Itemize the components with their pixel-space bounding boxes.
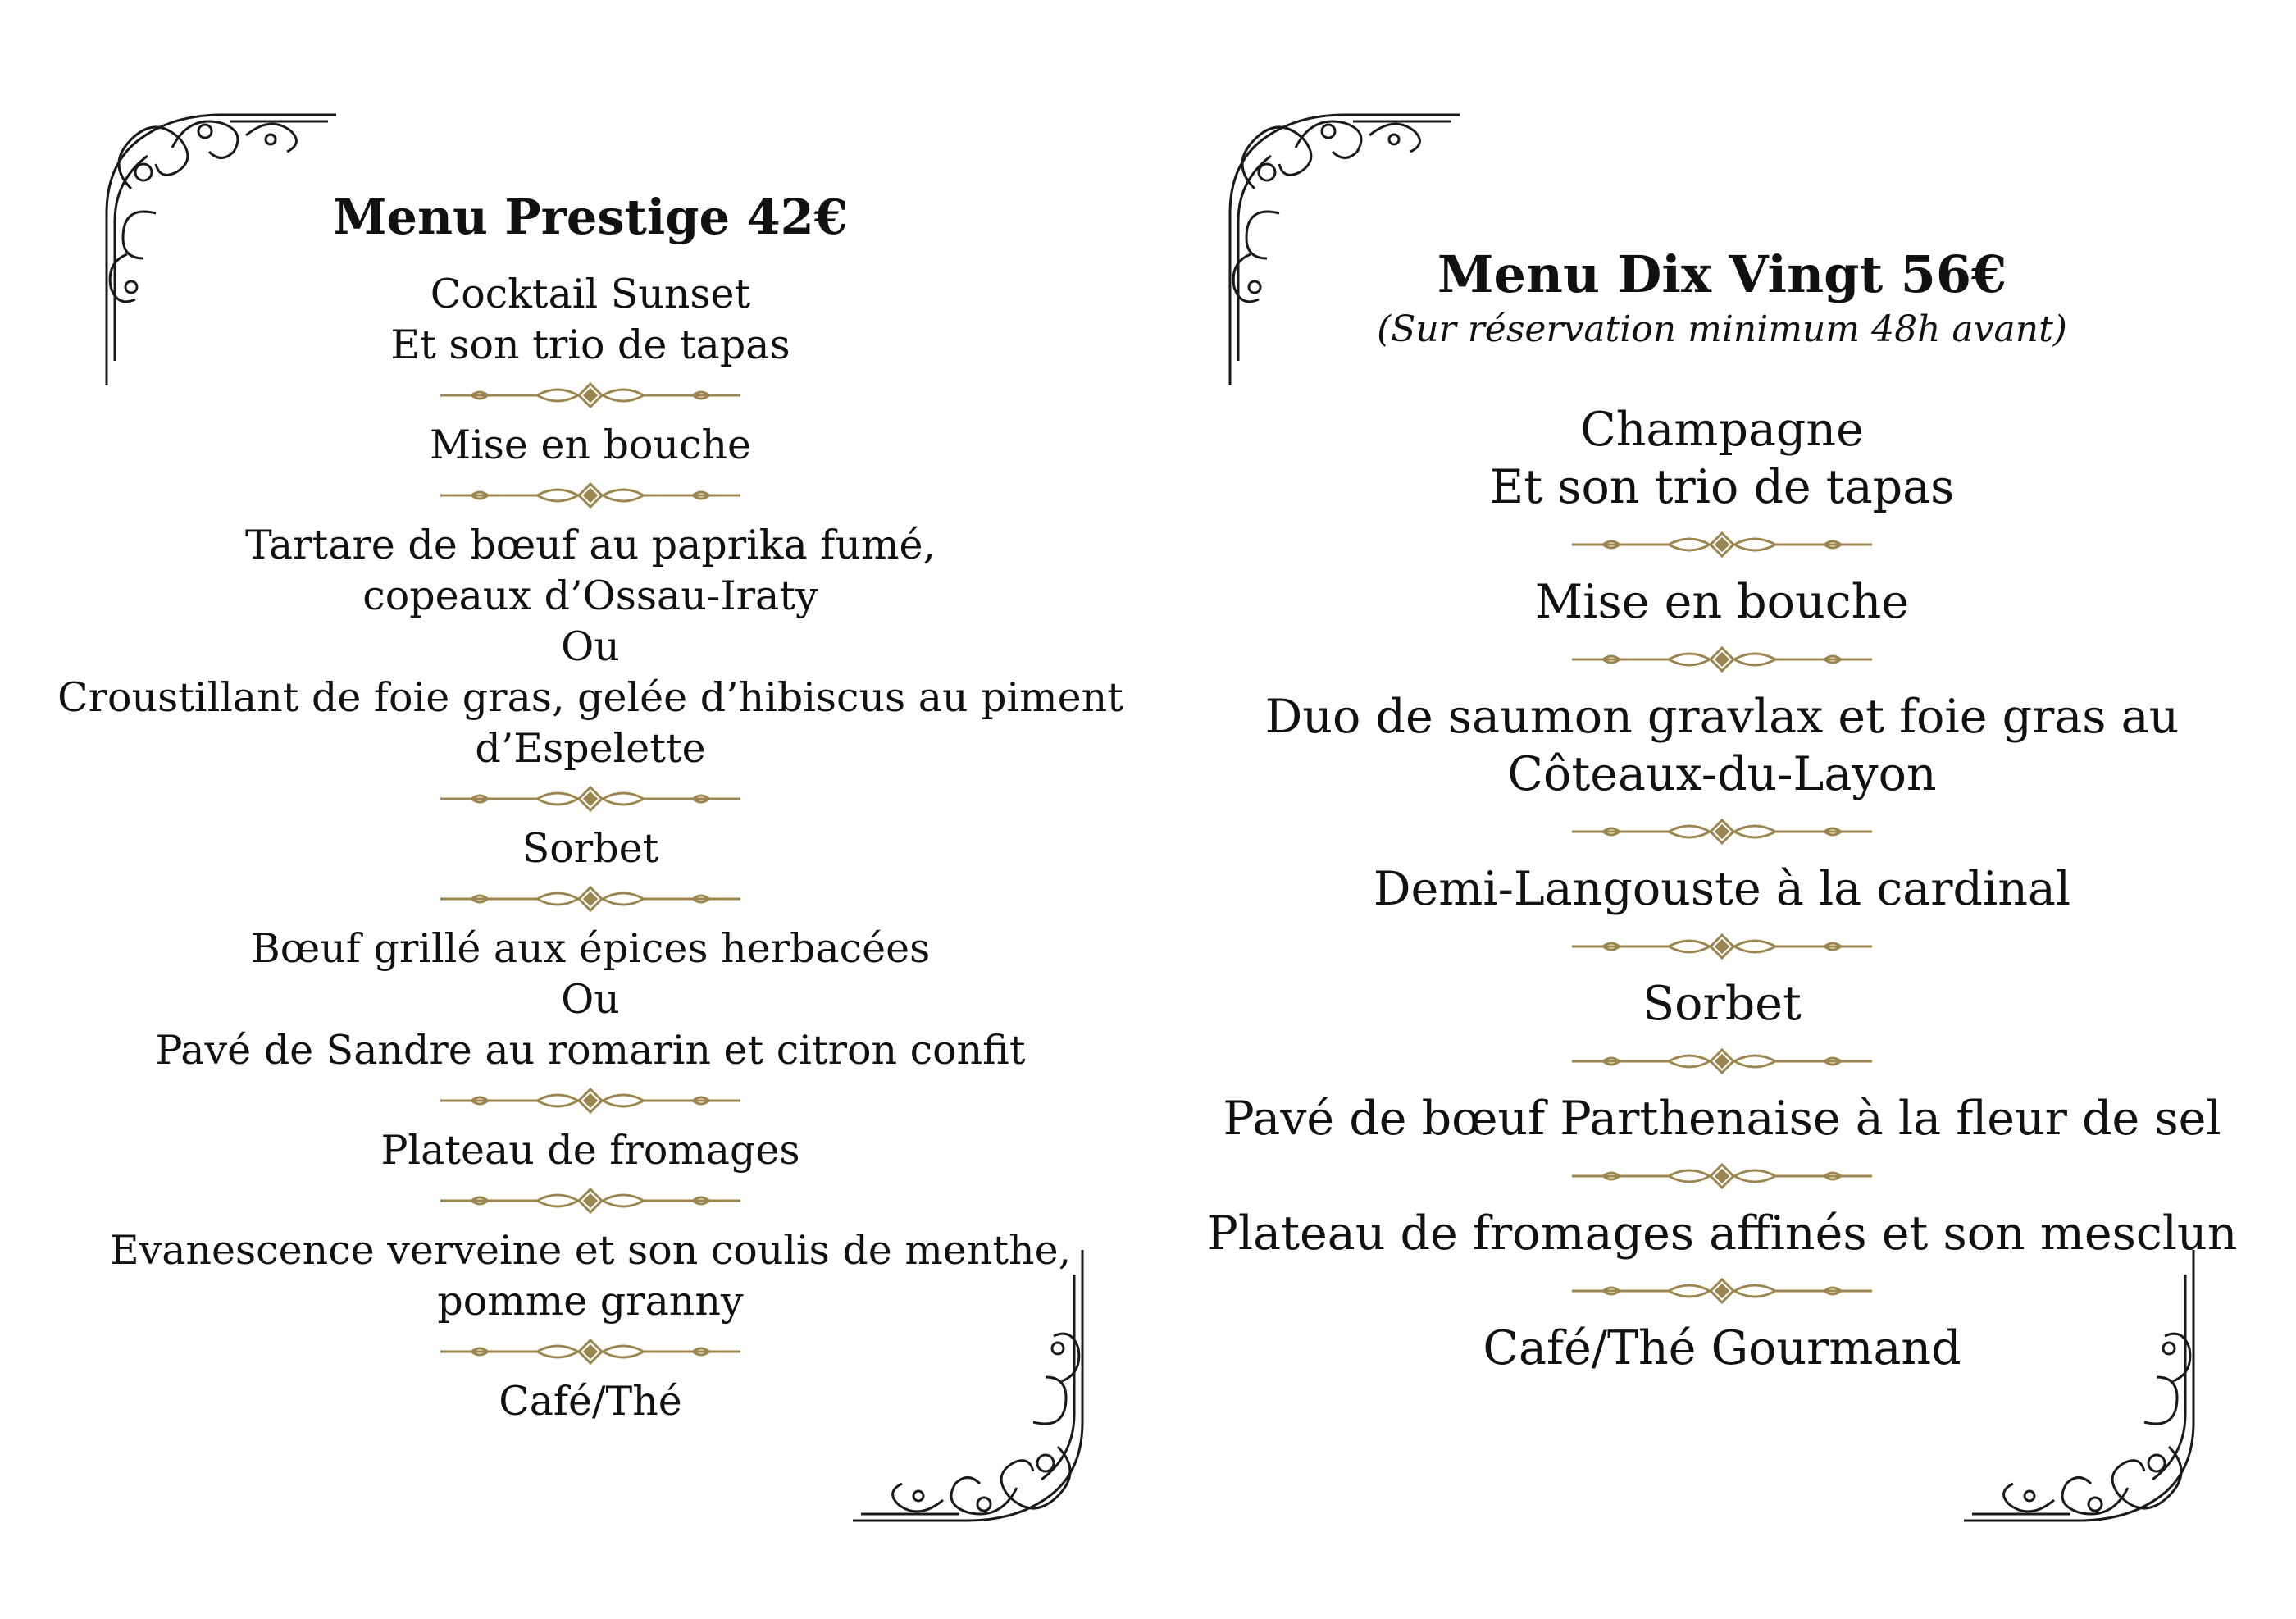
course-item bbox=[0, 1225, 1185, 1327]
course-item bbox=[0, 520, 1185, 774]
course-line: Mise en bouche bbox=[429, 421, 752, 468]
course-line: Plateau de fromages bbox=[380, 1126, 800, 1174]
divider-ornament-icon bbox=[0, 874, 1185, 924]
menu-prestige-column bbox=[0, 187, 1185, 1427]
course-item bbox=[0, 269, 1185, 371]
divider-ornament-icon bbox=[0, 774, 1185, 823]
menu-subtitle: (Sur réservation minimum 48h avant) bbox=[1377, 308, 2067, 350]
course-line: Pavé de bœuf Parthenaise à la fleur de sel bbox=[1223, 1091, 2221, 1146]
course-line: Et son trio de tapas bbox=[390, 321, 790, 368]
divider-ornament-icon bbox=[0, 471, 1185, 520]
course-line: Pavé de Sandre au romarin et citron confit bbox=[155, 1026, 1026, 1074]
divider-ornament-icon bbox=[0, 1327, 1185, 1376]
course-item bbox=[1148, 1320, 2296, 1377]
course-line: Café/Thé bbox=[499, 1377, 682, 1425]
course-line: Ou bbox=[561, 975, 620, 1023]
course-line: Demi-Langouste à la cardinal bbox=[1373, 861, 2071, 916]
course-line: Café/Thé Gourmand bbox=[1483, 1320, 1961, 1375]
divider-ornament-icon bbox=[0, 1076, 1185, 1125]
course-item bbox=[0, 1125, 1185, 1176]
menu-title: Menu Prestige 42€ bbox=[333, 189, 848, 245]
course-line: Tartare de bœuf au paprika fumé, bbox=[244, 521, 936, 568]
divider-ornament-icon bbox=[1148, 918, 2296, 975]
course-item bbox=[1148, 860, 2296, 918]
course-line: Plateau de fromages affinés et son mesclun bbox=[1206, 1206, 2238, 1261]
course-line: Sorbet bbox=[1642, 976, 1802, 1031]
divider-ornament-icon bbox=[1148, 631, 2296, 688]
course-line: Et son trio de tapas bbox=[1489, 459, 1955, 514]
course-item bbox=[1148, 401, 2296, 516]
divider-ornament-icon bbox=[1148, 803, 2296, 860]
course-item bbox=[1148, 1205, 2296, 1262]
course-item bbox=[1148, 573, 2296, 631]
course-item bbox=[1148, 688, 2296, 803]
course-line: Côteaux-du-Layon bbox=[1507, 746, 1937, 801]
course-line: Evanescence verveine et son coulis de menthe, bbox=[109, 1226, 1072, 1274]
course-line: Ou bbox=[561, 623, 620, 670]
course-line: copeaux d’Ossau-Iraty bbox=[362, 572, 818, 619]
divider-ornament-icon bbox=[0, 1176, 1185, 1225]
course-item bbox=[0, 924, 1185, 1076]
course-line: Croustillant de foie gras, gelée d’hibiscus au piment bbox=[57, 673, 1123, 721]
course-item bbox=[0, 1376, 1185, 1427]
divider-ornament-icon bbox=[1148, 1033, 2296, 1090]
course-line: Mise en bouche bbox=[1534, 574, 1910, 629]
menu-dix-vingt-column bbox=[1148, 243, 2296, 1377]
course-line: Duo de saumon gravlax et foie gras au bbox=[1264, 689, 2180, 744]
course-item bbox=[0, 420, 1185, 471]
menu-page-dix-vingt bbox=[1148, 0, 2296, 1619]
course-item bbox=[0, 823, 1185, 874]
course-item bbox=[1148, 975, 2296, 1033]
course-line: Sorbet bbox=[522, 824, 659, 872]
course-line: d’Espelette bbox=[475, 724, 706, 772]
course-line: Cocktail Sunset bbox=[430, 270, 751, 317]
menu-title: Menu Dix Vingt 56€ bbox=[1437, 244, 2007, 304]
divider-ornament-icon bbox=[0, 371, 1185, 420]
course-line: Bœuf grillé aux épices herbacées bbox=[250, 924, 931, 972]
divider-ornament-icon bbox=[1148, 516, 2296, 573]
course-item bbox=[1148, 1090, 2296, 1147]
course-line: pomme granny bbox=[437, 1277, 744, 1325]
divider-ornament-icon bbox=[1148, 1262, 2296, 1320]
divider-ornament-icon bbox=[1148, 1147, 2296, 1205]
course-line: Champagne bbox=[1580, 402, 1864, 457]
